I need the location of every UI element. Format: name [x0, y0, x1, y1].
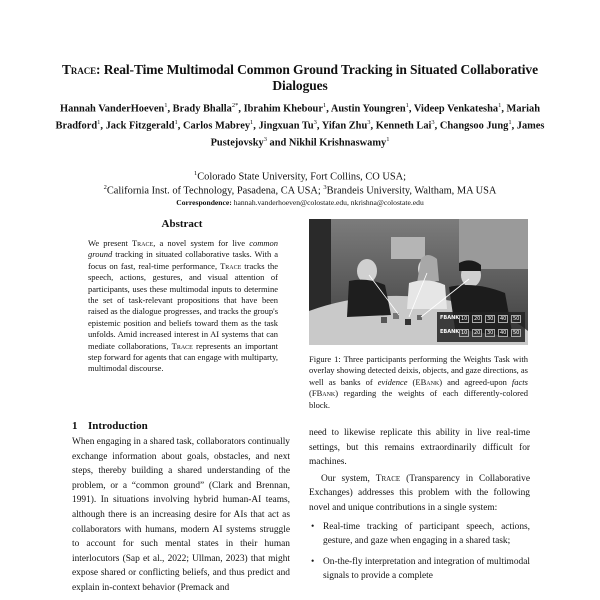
author-name: Jack Fitzgerald	[105, 120, 175, 132]
right-column-text	[309, 426, 530, 590]
author-name: Carlos Mabrey	[182, 120, 251, 132]
person-middle-body	[407, 280, 447, 309]
paper-title	[60, 62, 540, 94]
affiliation-text: Colorado State University, Fort Collins, CO USA;	[197, 171, 407, 183]
person-left-body	[347, 280, 391, 317]
figure-1-caption: Figure 1: Three participants performing the Weights Task with overlay showing detected deixis, objects, and gaze directions, as well as banks of evidence (EBank) and agreed-upon facts (FBank) regarding the weights of each differently-colored block.	[309, 354, 528, 410]
author-name: Kenneth Lai	[375, 120, 432, 132]
correspondence-label: Correspondence:	[176, 198, 232, 207]
block	[417, 315, 422, 320]
affiliation-marker: 3	[323, 184, 327, 191]
section-heading-introduction	[72, 420, 148, 432]
whiteboard	[391, 237, 425, 259]
author-affiliation-marker: 3	[431, 118, 435, 126]
author-affiliation-marker: 2*	[231, 102, 239, 109]
author-affiliation-marker: 1	[322, 102, 327, 109]
author-name: Ibrahim Khebour	[243, 103, 323, 115]
author-list: Hannah VanderHoeven$^1$, Brady Bhalla$^{2*}$, Ibrahim Khebour$^1$, Austin Youngren$^1$, Videep Venkatesha$^1$, Mariah Bradford$^1$, Jack Fitzgerald$^1$, Carlos Mabrey$^1$, Jingxuan Tu$^3$, Yifan Zhu$^3$, Kenneth Lai$^3$, Changsoo Jung$^1$, James Pustejovsky$^3$ and Nikhil Krishnaswamy$^1$	[55, 102, 545, 149]
affiliation-text: Brandeis University, Waltham, MA USA	[326, 185, 497, 197]
contribution-list	[309, 520, 530, 584]
fbank-label: FBANK	[440, 315, 460, 321]
bank-cell: 20	[474, 316, 481, 322]
author-affiliation-marker: 1	[405, 102, 409, 109]
affiliation-marker: 1	[193, 170, 198, 177]
contribution-item: • On-the-fly interpretation and integration of multimodal signals to provide a complete	[309, 555, 530, 584]
abstract-heading: Abstract	[161, 218, 203, 230]
introduction-text: When engaging in a shared task, collaborators continually exchange information about goals, obstacles, and next steps, thereby building a shared understanding of the problem, or a “common ground” (Clark and Brennan, 1991). In situations involving hybrid human-AI teams, although there is an increasing desire for AIs that act as collaborators with humans, modern AI systems struggle to account for such mental states in their human interlocutors (Sap et al., 2022; Ullman, 2023) that might expose shared or conflicting beliefs, and thus predict and explain in-context behavior (Premack and	[72, 437, 290, 593]
bank-cell: 30	[487, 316, 494, 322]
author-affiliation-marker: 1	[97, 118, 101, 126]
block	[381, 317, 387, 323]
section-title: Introduction	[88, 420, 148, 432]
bank-cell: 50	[513, 330, 520, 336]
correspondence-emails: hannah.vanderhoeven@colostate.edu, nkrishna@colostate.edu	[233, 198, 424, 207]
affiliation-text: California Inst. of Technology, Pasadena, CA USA;	[106, 185, 324, 197]
author-name: James Pustejovsky	[210, 120, 545, 149]
figure-photo-drawing	[309, 219, 528, 345]
author-name: Brady Bhalla	[172, 103, 232, 115]
bank-cell: 50	[513, 316, 520, 322]
author-affiliation-marker: 1	[508, 118, 512, 126]
bank-cell: 40	[500, 316, 507, 322]
author-affiliation-marker: 3	[367, 118, 371, 126]
bank-cell: 10	[461, 330, 468, 336]
right-paragraph-2: Our system, Trace (Transparency in Collaborative Exchanges) addresses this problem with the following novel and unique contributions in a single system:	[309, 473, 531, 513]
author-name: Mariah Bradford	[55, 103, 541, 132]
author-name: Hannah VanderHoeven	[59, 103, 165, 115]
bank-cell: 20	[474, 330, 481, 336]
contribution-item: • Real-time tracking of participant speech, actions, gesture, and gaze when engaging in a shared task;	[309, 520, 530, 549]
author-name: Nikhil Krishnaswamy	[288, 137, 387, 149]
author-affiliation-marker: 3	[313, 118, 317, 126]
ebank-label: EBANK	[440, 329, 460, 335]
correspondence-line	[30, 198, 570, 208]
right-paragraph-1: need to likewise replicate this ability in live real-time settings, but this remains extraordinarily difficult for machines.	[309, 428, 530, 468]
abstract-body: We present Trace, a novel system for live common ground tracking in situated collaborative tasks. With a focus on fast, real-time performance, Trace tracks the speech, actions, gestures, and visual attention of participants, uses these multimodal inputs to determine the set of task-relevant propositions that have been raised as the dialogue progresses, and tracks the group's epistemic position and beliefs toward them as the task unfolds. Amid increased interest in AI systems that can mediate collaborations, Trace represents an important step forward for agents that can engage with multiparty, multimodal discourse.	[88, 238, 279, 374]
author-name: Videep Venkatesha	[413, 103, 499, 115]
bank-cell: 40	[500, 330, 507, 336]
author-name: Changsoo Jung	[439, 120, 509, 132]
title-rest: : Real-Time Multimodal Common Ground Tracking in Situated Collaborative Dialogues	[96, 62, 538, 93]
bank-cell: 10	[461, 316, 468, 322]
title-system-name: Trace	[62, 62, 97, 77]
author-affiliation-marker: 1	[174, 118, 178, 126]
author-affiliation-marker: 1	[386, 135, 390, 143]
author-affiliation-marker: 3	[263, 135, 267, 143]
bank-cell: 30	[487, 330, 494, 336]
person-left-head	[357, 259, 377, 283]
author-affiliation-marker: 1	[498, 102, 502, 109]
author-name: Austin Youngren	[330, 103, 406, 115]
affiliation-marker: 2	[103, 184, 107, 191]
block	[405, 319, 411, 325]
figure-1-photo	[309, 219, 528, 345]
author-name: Yifan Zhu	[321, 120, 368, 132]
author-affiliation-marker: 1	[164, 102, 168, 109]
affiliation-line-2	[30, 181, 570, 197]
author-affiliation-marker: 1	[250, 118, 254, 126]
author-name: Jingxuan Tu	[258, 120, 314, 132]
section-number: 1	[72, 420, 78, 432]
